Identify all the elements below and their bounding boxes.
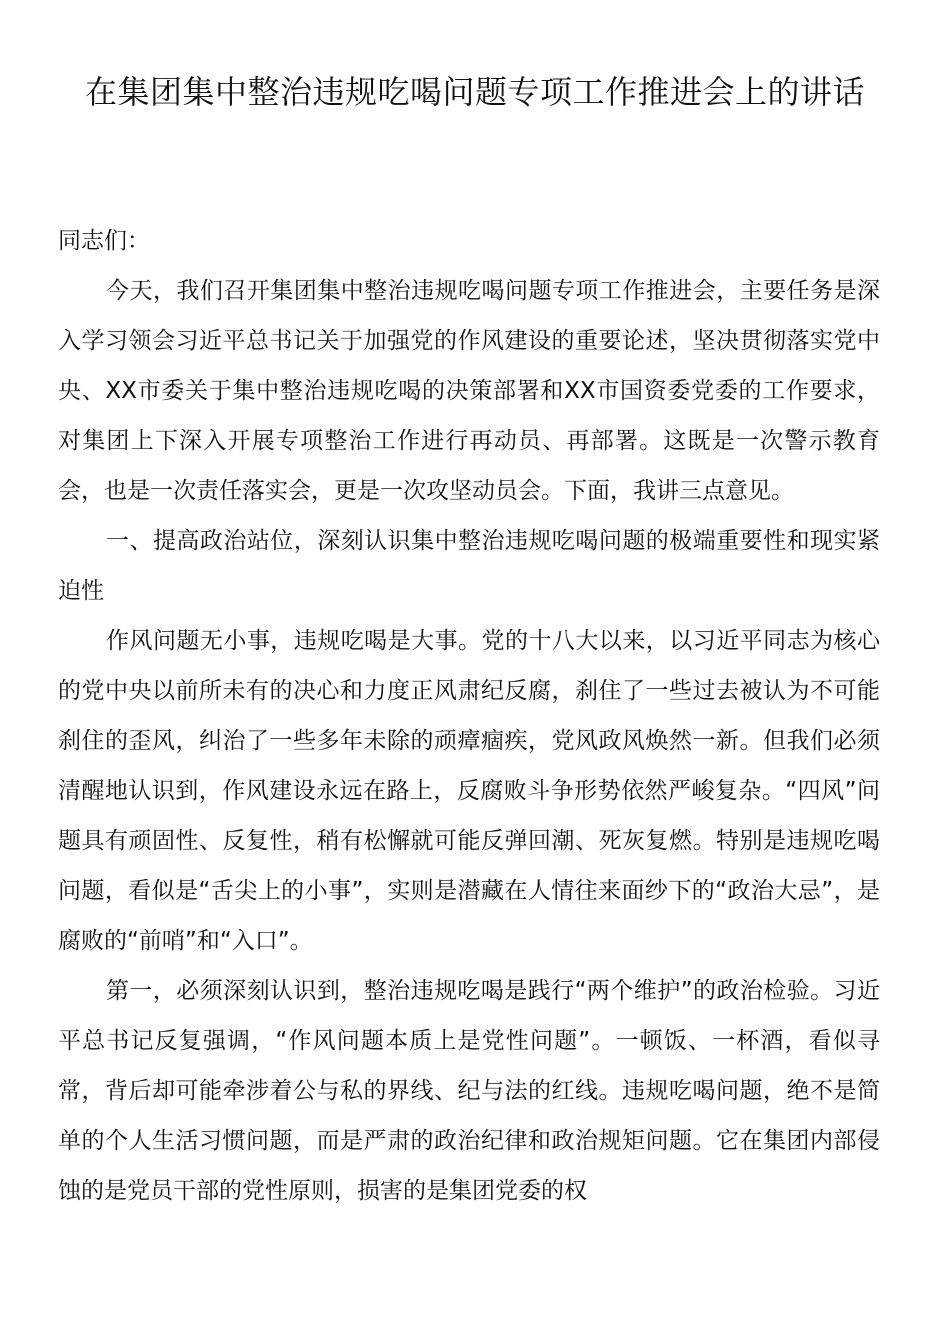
document-body	[58, 216, 880, 1216]
paragraph-point-one: 第一，必须深刻认识到，整治违规吃喝是践行“两个维护”的政治检验。习近平总书记反复强调，“作风问题本质上是党性问题”。一顿饭、一杯酒，看似寻常，背后却可能牵涉着公与私的界线、纪与法的红线。违规吃喝问题，绝不是简单的个人生活习惯问题，而是严肃的政治纪律和政治规矩问题。它在集团内部侵蚀的是党员干部的党性原则，损害的是集团党委的权	[58, 978, 880, 1204]
document-title: 在集团集中整治违规吃喝问题专项工作推进会上的讲话	[84, 73, 865, 111]
salutation: 同志们：	[58, 228, 150, 254]
section-heading-one: 一、提高政治站位，深刻认识集中整治违规吃喝问题的极端重要性和现实紧迫性	[58, 528, 880, 604]
paragraph-style-issues: 作风问题无小事，违规吃喝是大事。党的十八大以来，以习近平同志为核心的党中央以前所未有的决心和力度正风肃纪反腐，刹住了一些过去被认为不可能刹住的歪风，纠治了一些多年未除的顽瘴痼疾，党风政风焕然一新。但我们必须清醒地认识到，作风建设永远在路上，反腐败斗争形势依然严峻复杂。“四风”问题具有顽固性、反复性，稍有松懈就可能反弹回潮、死灰复燃。特别是违规吃喝问题，看似是“舌尖上的小事”，实则是潜藏在人情往来面纱下的“政治大忌”，是腐败的“前哨”和“入口”。	[58, 628, 880, 954]
paragraph-opening: 今天，我们召开集团集中整治违规吃喝问题专项工作推进会，主要任务是深入学习领会习近平总书记关于加强党的作风建设的重要论述，坚决贯彻落实党中央、XX市委关于集中整治违规吃喝的决策部署和XX市国资委党委的工作要求，对集团上下深入开展专项整治工作进行再动员、再部署。这既是一次警示教育会，也是一次责任落实会，更是一次攻坚动员会。下面，我讲三点意见。	[58, 278, 880, 504]
